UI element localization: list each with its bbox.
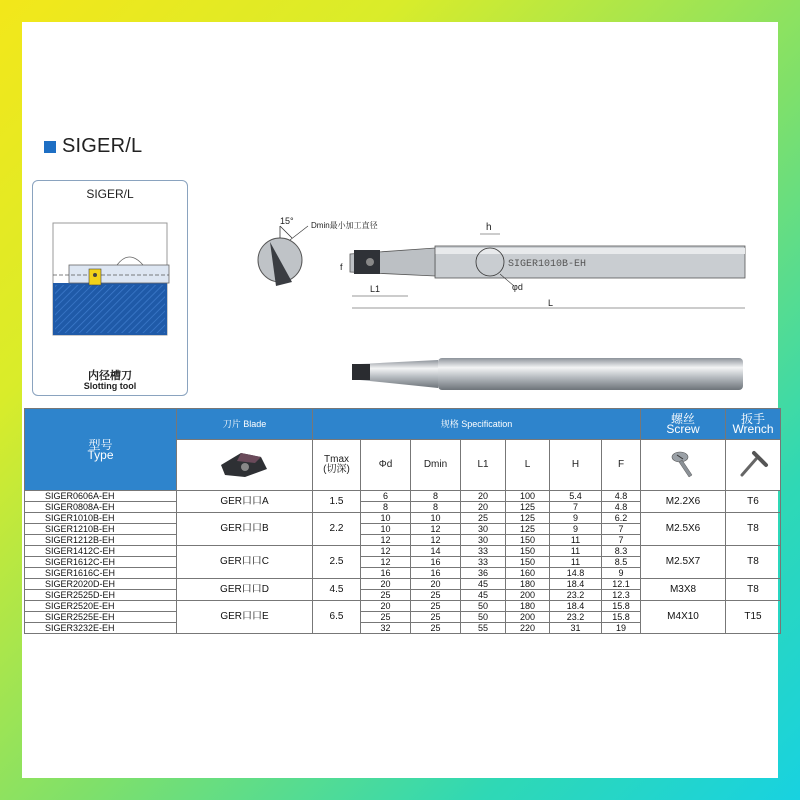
type-cell: SIGER1616C-EH (25, 568, 177, 579)
h-cell: 14.8 (550, 568, 602, 579)
blade-cell: GER口口D (177, 579, 313, 601)
tool-dimension-drawing (180, 190, 770, 320)
l1-cell: 20 (461, 502, 506, 513)
screw-icon (668, 447, 698, 481)
f-cell: 4.8 (602, 491, 641, 502)
type-cell: SIGER0606A-EH (25, 491, 177, 502)
h-cell: 23.2 (550, 590, 602, 601)
f-cell: 12.1 (602, 579, 641, 590)
d-cell: 10 (361, 524, 411, 535)
f-cell: 9 (602, 568, 641, 579)
l-cell: 100 (506, 491, 550, 502)
dmin-cell: 8 (411, 502, 461, 513)
h-cell: 11 (550, 557, 602, 568)
l-label: L (548, 298, 554, 308)
d-cell: 20 (361, 601, 411, 612)
d-cell: 20 (361, 579, 411, 590)
f-cell: 19 (602, 623, 641, 634)
h-cell: 9 (550, 513, 602, 524)
table-row (25, 491, 781, 502)
f-cell: 15.8 (602, 601, 641, 612)
tmax-label: Tmax (324, 454, 349, 465)
l-cell: 125 (506, 524, 550, 535)
screw-cell: M2.2X6 (641, 491, 726, 513)
dmin-cell: 12 (411, 535, 461, 546)
f-cell: 8.3 (602, 546, 641, 557)
f-cell: 12.3 (602, 590, 641, 601)
l1-cell: 36 (461, 568, 506, 579)
d-cell: 25 (361, 590, 411, 601)
bar-etching: SIGER1010B-EH (508, 259, 587, 270)
blue-square-icon (44, 141, 56, 153)
d-cell: 12 (361, 557, 411, 568)
wrench-image-cell (726, 440, 781, 491)
dmin-cell: 25 (411, 623, 461, 634)
spec-table-body (25, 491, 781, 634)
wrench-cell: T6 (726, 491, 781, 513)
blade-image-cell (177, 440, 313, 491)
f-cell: 7 (602, 524, 641, 535)
l1-cell: 30 (461, 535, 506, 546)
screw-image-cell (641, 440, 726, 491)
tool-label-chinese: 内径槽刀 (88, 370, 132, 382)
type-cell: SIGER1412C-EH (25, 546, 177, 557)
wrench-header-cn: 扳手 (741, 412, 766, 426)
dmin-cell: 25 (411, 612, 461, 623)
f-cell: 6.2 (602, 513, 641, 524)
l1-cell: 55 (461, 623, 506, 634)
f-cell: 8.5 (602, 557, 641, 568)
slotting-illustration (33, 209, 187, 359)
tool-box-title: SIGER/L (86, 187, 134, 201)
f-cell: 4.8 (602, 502, 641, 513)
l1-cell: 25 (461, 513, 506, 524)
d-cell: 8 (361, 502, 411, 513)
l-cell: 125 (506, 513, 550, 524)
d-cell: 16 (361, 568, 411, 579)
blade-header: 刀片 Blade (177, 409, 313, 440)
d-cell: 12 (361, 535, 411, 546)
table-row (25, 579, 781, 590)
l-cell: 150 (506, 557, 550, 568)
d-cell: 32 (361, 623, 411, 634)
tmax-cell: 4.5 (313, 579, 361, 601)
dmin-cell: 16 (411, 568, 461, 579)
dmin-cell: 14 (411, 546, 461, 557)
spec-header: 规格 Specification (313, 409, 641, 440)
wrench-cell: T8 (726, 579, 781, 601)
screw-cell: M2.5X7 (641, 546, 726, 579)
l-cell: 150 (506, 535, 550, 546)
h-cell: 11 (550, 546, 602, 557)
wrench-cell: T8 (726, 546, 781, 579)
tool-label-english: Slotting tool (83, 381, 137, 391)
d-subheader: Φd (361, 440, 411, 491)
f-subheader: F (602, 440, 641, 491)
l1-cell: 45 (461, 579, 506, 590)
blade-cell: GER口口A (177, 491, 313, 513)
d-cell: 12 (361, 546, 411, 557)
table-row (25, 513, 781, 524)
type-cell: SIGER0808A-EH (25, 502, 177, 513)
screw-cell: M3X8 (641, 579, 726, 601)
wrench-cell: T15 (726, 601, 781, 634)
type-header (25, 409, 177, 491)
l-cell: 160 (506, 568, 550, 579)
h-cell: 18.4 (550, 579, 602, 590)
f-cell: 7 (602, 535, 641, 546)
h-subheader: H (550, 440, 602, 491)
screw-header (641, 409, 726, 440)
type-cell: SIGER2525D-EH (25, 590, 177, 601)
l-subheader: L (506, 440, 550, 491)
wrench-header (726, 409, 781, 440)
blade-insert-icon (215, 447, 275, 481)
l1-cell: 33 (461, 546, 506, 557)
tmax-cell: 2.2 (313, 513, 361, 546)
dmin-cell: 12 (411, 524, 461, 535)
tmax-cell: 2.5 (313, 546, 361, 579)
l1-cell: 50 (461, 612, 506, 623)
type-cell: SIGER1212B-EH (25, 535, 177, 546)
type-cell: SIGER1612C-EH (25, 557, 177, 568)
blade-cell: GER口口B (177, 513, 313, 546)
d-cell: 6 (361, 491, 411, 502)
type-cell: SIGER3232E-EH (25, 623, 177, 634)
wrench-header-en: Wrench (732, 422, 774, 436)
h-cell: 23.2 (550, 612, 602, 623)
type-header-cn: 型号 (88, 437, 113, 452)
tmax-cell: 1.5 (313, 491, 361, 513)
l1-cell: 50 (461, 601, 506, 612)
screw-header-cn: 螺丝 (671, 412, 696, 426)
screw-cell: M2.5X6 (641, 513, 726, 546)
h-cell: 9 (550, 524, 602, 535)
dmin-cell: 25 (411, 590, 461, 601)
type-cell: SIGER2525E-EH (25, 612, 177, 623)
section-title: SIGER/L (62, 135, 143, 157)
angle-label: 15° (280, 216, 294, 226)
dmin-cell: 10 (411, 513, 461, 524)
tmax-cell: 6.5 (313, 601, 361, 634)
dmin-cell: 16 (411, 557, 461, 568)
dmin-note: Dmin最小加工直径 (311, 221, 378, 230)
l1-cell: 45 (461, 590, 506, 601)
wrench-icon (736, 447, 770, 481)
type-header-en: Type (87, 447, 114, 462)
blade-cell: GER口口C (177, 546, 313, 579)
dmin-cell: 20 (411, 579, 461, 590)
spec-table (24, 408, 781, 634)
dmin-cell: 25 (411, 601, 461, 612)
h-cell: 7 (550, 502, 602, 513)
type-cell: SIGER1010B-EH (25, 513, 177, 524)
section-heading (44, 135, 142, 158)
d-cell: 10 (361, 513, 411, 524)
type-cell: SIGER2020D-EH (25, 579, 177, 590)
screw-cell: M4X10 (641, 601, 726, 634)
l1-label: L1 (370, 284, 381, 294)
l-cell: 180 (506, 579, 550, 590)
wrench-cell: T8 (726, 513, 781, 546)
dmin-cell: 8 (411, 491, 461, 502)
type-cell: SIGER1210B-EH (25, 524, 177, 535)
d-cell: 25 (361, 612, 411, 623)
l-cell: 150 (506, 546, 550, 557)
screw-header-en: Screw (666, 422, 700, 436)
l-cell: 180 (506, 601, 550, 612)
blade-cell: GER口口E (177, 601, 313, 634)
h-cell: 5.4 (550, 491, 602, 502)
dmin-subheader: Dmin (411, 440, 461, 491)
l1-cell: 33 (461, 557, 506, 568)
type-cell: SIGER2520E-EH (25, 601, 177, 612)
d-label: φd (512, 282, 523, 292)
h-cell: 31 (550, 623, 602, 634)
f-cell: 15.8 (602, 612, 641, 623)
h-label: h (486, 222, 492, 233)
tool-photo (330, 330, 750, 400)
table-row (25, 546, 781, 557)
h-cell: 18.4 (550, 601, 602, 612)
table-row (25, 601, 781, 612)
tmax-cn-label: (切深) (323, 464, 350, 475)
tool-type-box (32, 180, 188, 396)
l-cell: 200 (506, 612, 550, 623)
l1-cell: 30 (461, 524, 506, 535)
l1-cell: 20 (461, 491, 506, 502)
l1-subheader: L1 (461, 440, 506, 491)
f-label: f (340, 262, 343, 272)
l-cell: 220 (506, 623, 550, 634)
l-cell: 125 (506, 502, 550, 513)
l-cell: 200 (506, 590, 550, 601)
tmax-subheader (313, 440, 361, 491)
h-cell: 11 (550, 535, 602, 546)
